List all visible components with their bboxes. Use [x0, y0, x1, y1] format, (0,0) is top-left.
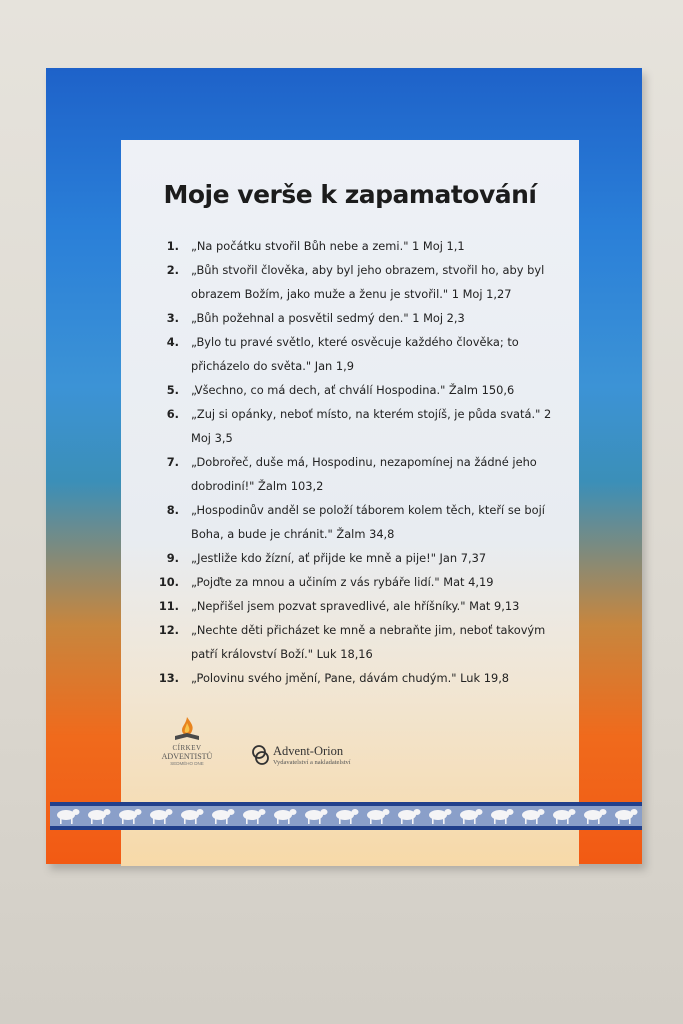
publisher-logos: [151, 714, 451, 774]
church-logo: [151, 714, 223, 767]
verse-item: [141, 594, 569, 618]
verse-item: [141, 402, 569, 450]
verse-number: 11.: [158, 599, 179, 613]
verse-item: [141, 570, 569, 594]
verse-number: 2.: [166, 263, 179, 277]
verse-item: [141, 378, 569, 402]
sheep-border-band: [50, 802, 642, 830]
verse-text: „Bůh požehnal a posvětil sedmý den." 1 Moj 2,3: [191, 311, 465, 325]
verse-text: „Hospodinův anděl se položí táborem kolem těch, kteří se bojí Boha, a bude je chránit." Žalm 34,8: [191, 503, 545, 541]
verse-number: 5.: [166, 383, 179, 397]
church-logo-line1: CÍRKEV: [172, 744, 202, 752]
verse-number: 1.: [166, 239, 179, 253]
verse-item: [141, 498, 569, 546]
verse-number: 4.: [166, 335, 179, 349]
verse-list: [141, 234, 569, 690]
verse-number: 3.: [166, 311, 179, 325]
verse-item: [141, 618, 569, 666]
verse-text: „Zuj si opánky, neboť místo, na kterém stojíš, je půda svatá." 2 Moj 3,5: [191, 407, 552, 445]
verse-text: „Bylo tu pravé světlo, které osvěcuje každého člověka; to přicházelo do světa." Jan 1,9: [191, 335, 519, 373]
verse-text: „Všechno, co má dech, ať chválí Hospodina." Žalm 150,6: [191, 383, 515, 397]
verse-text: „Bůh stvořil člověka, aby byl jeho obrazem, stvořil ho, aby byl obrazem Božím, jako muže a ženu je stvořil." 1 Moj 1,27: [191, 263, 545, 301]
verse-number: 9.: [166, 551, 179, 565]
verse-text: „Pojďte za mnou a učiním z vás rybáře lidí." Mat 4,19: [191, 575, 494, 589]
verse-number: 13.: [158, 671, 179, 685]
verse-text: „Polovinu svého jmění, Pane, dávám chudým." Luk 19,8: [191, 671, 510, 685]
verse-text: „Nechte děti přicházet ke mně a nebraňte jim, neboť takovým patří království Boží." Luk 18,16: [191, 623, 546, 661]
verse-item: [141, 234, 569, 258]
verse-number: 8.: [166, 503, 179, 517]
verse-text: „Dobrořeč, duše má, Hospodinu, nezapomínej na žádné jeho dobrodiní!" Žalm 103,2: [191, 455, 537, 493]
verse-text: „Na počátku stvořil Bůh nebe a zemi." 1 Moj 1,1: [191, 239, 465, 253]
verse-number: 7.: [166, 455, 179, 469]
ao-monogram-icon: [251, 744, 271, 766]
verse-item: [141, 546, 569, 570]
advent-orion-name: Advent-Orion: [273, 744, 344, 758]
verse-number: 12.: [158, 623, 179, 637]
church-logo-line2: ADVENTISTŮ: [161, 752, 213, 761]
verse-number: 10.: [158, 575, 179, 589]
verse-text: „Nepřišel jsem pozvat spravedlivé, ale hříšníky." Mat 9,13: [191, 599, 520, 613]
flame-book-icon: [172, 714, 202, 744]
verse-item: [141, 330, 569, 378]
verse-item: [141, 258, 569, 306]
verse-text: „Jestliže kdo žízní, ať přijde ke mně a pije!" Jan 7,37: [191, 551, 487, 565]
verse-item: [141, 306, 569, 330]
church-logo-line3: SEDMÉHO DNE: [170, 761, 204, 766]
page-title: Moje verše k zapamatování: [163, 180, 537, 209]
verse-number: 6.: [166, 407, 179, 421]
verse-item: [141, 450, 569, 498]
booklet-back-cover: [46, 68, 642, 864]
verse-item: [141, 666, 569, 690]
advent-orion-subtitle: Vydavatelství a nakladatelství: [273, 759, 351, 766]
content-panel: [121, 140, 579, 866]
